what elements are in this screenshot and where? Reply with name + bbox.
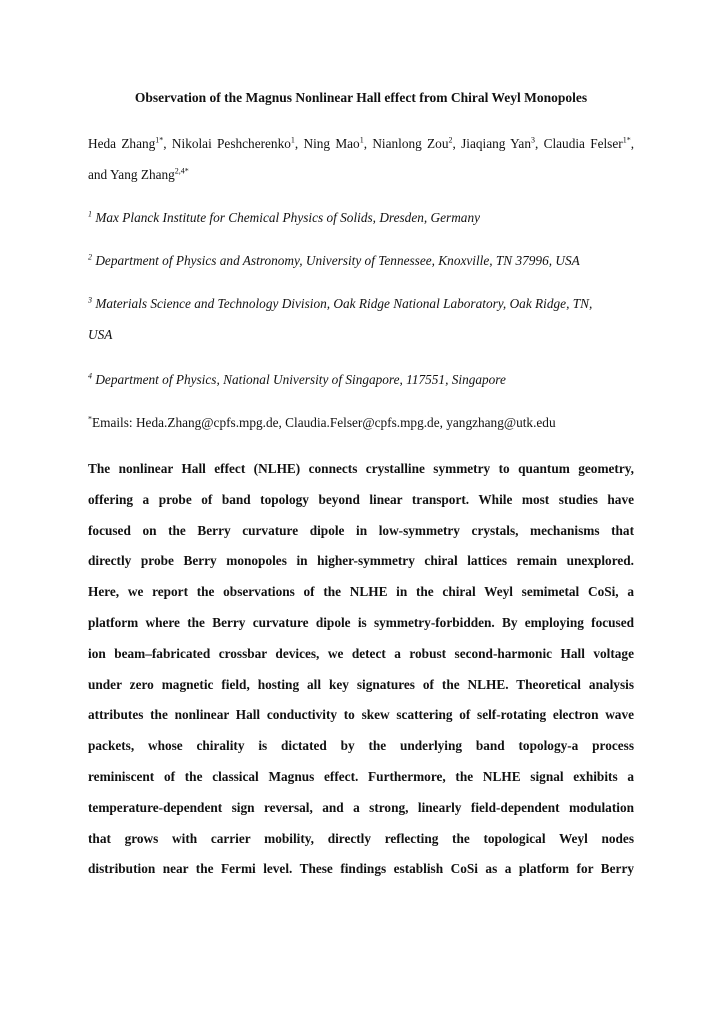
affiliation-sup: 1 <box>88 209 92 219</box>
abstract-line: attributes the nonlinear Hall conductivity to skew scattering of self-rotating electron wave <box>88 707 634 723</box>
abstract-line: that grows with carrier mobility, directly reflecting the topological Weyl nodes <box>88 830 634 846</box>
abstract-line: platform where the Berry curvature dipole is symmetry-forbidden. By employing focused <box>88 614 634 630</box>
affiliation-text: Max Planck Institute for Chemical Physics of Solids, Dresden, Germany <box>95 210 481 225</box>
contact-emails <box>88 413 634 433</box>
abstract-line: ion beam–fabricated crossbar devices, we detect a robust second-harmonic Hall voltage <box>88 645 634 661</box>
author-sup: 1 <box>359 135 364 145</box>
author-name: Claudia Felser <box>543 136 623 151</box>
abstract-line: directly probe Berry monopoles in higher-symmetry chiral lattices remain unexplored. <box>88 553 634 569</box>
affiliation-text: Department of Physics, National University of Singapore, 117551, Singapore <box>95 372 506 387</box>
author-sup: 1 <box>290 135 295 145</box>
paper-title: Observation of the Magnus Nonlinear Hall effect from Chiral Weyl Monopoles <box>134 90 588 105</box>
abstract-line: reminiscent of the classical Magnus effect. Furthermore, the NLHE signal exhibits a <box>88 768 634 784</box>
author-name: Ning Mao <box>303 136 360 151</box>
abstract-line: packets, whose chirality is dictated by the underlying band topology-a process <box>88 738 634 754</box>
abstract-line: focused on the Berry curvature dipole in low-symmetry crystals, mechanisms that <box>88 522 634 538</box>
author-sup: 3 <box>530 135 535 145</box>
abstract <box>88 454 634 885</box>
abstract-line: under zero magnetic field, hosting all key signatures of the NLHE. Theoretical analysis <box>88 676 634 692</box>
affiliation <box>88 245 634 276</box>
abstract-line: distribution near the Fermi level. These findings establish CoSi as a platform for Berry <box>88 861 634 877</box>
abstract-line: temperature-dependent sign reversal, and a strong, linearly field-dependent modulation <box>88 799 634 815</box>
affiliation <box>88 364 634 395</box>
author-sup: 2 <box>448 135 453 145</box>
affiliation-sup: 4 <box>88 371 92 381</box>
affiliation-text: Department of Physics and Astronomy, University of Tennessee, Knoxville, TN 37996, USA <box>95 253 580 268</box>
author-sup: 1* <box>155 135 164 145</box>
author-name: Yang Zhang <box>110 167 175 182</box>
author-name: Nianlong Zou <box>372 136 449 151</box>
author-sup: 1* <box>622 135 631 145</box>
author-name: Nikolai Peshcherenko <box>171 136 291 151</box>
emails-text: Emails: Heda.Zhang@cpfs.mpg.de, Claudia.Felser@cpfs.mpg.de, yangzhang@utk.edu <box>92 415 556 430</box>
affiliation-sup: 3 <box>88 295 92 305</box>
affiliation <box>88 288 618 350</box>
abstract-line: offering a probe of band topology beyond linear transport. While most studies have <box>88 491 634 507</box>
author-name: Heda Zhang <box>88 136 156 151</box>
author-sup: 2,4* <box>174 166 189 176</box>
author-name: Jiaqiang Yan <box>461 136 531 151</box>
emails-sup: * <box>88 414 92 424</box>
author-list: Heda Zhang$^{1*}$, Nikolai Peshcherenko$^1$, Ning Mao$^1$, Nianlong Zou$^2$, Jiaqiang Yan$^3$, Claudia Felser$^{1*}$, and Yang Zhang$^{2,4*}$ <box>88 135 635 182</box>
affiliation-sup: 2 <box>88 252 92 262</box>
affiliation <box>88 202 634 233</box>
affiliation-text: Materials Science and Technology Division, Oak Ridge National Laboratory, Oak Ridge, TN, USA <box>88 296 593 342</box>
abstract-line: Here, we report the observations of the NLHE in the chiral Weyl semimetal CoSi, a <box>88 584 634 600</box>
abstract-line: The nonlinear Hall effect (NLHE) connects crystalline symmetry to quantum geometry, <box>88 461 634 476</box>
